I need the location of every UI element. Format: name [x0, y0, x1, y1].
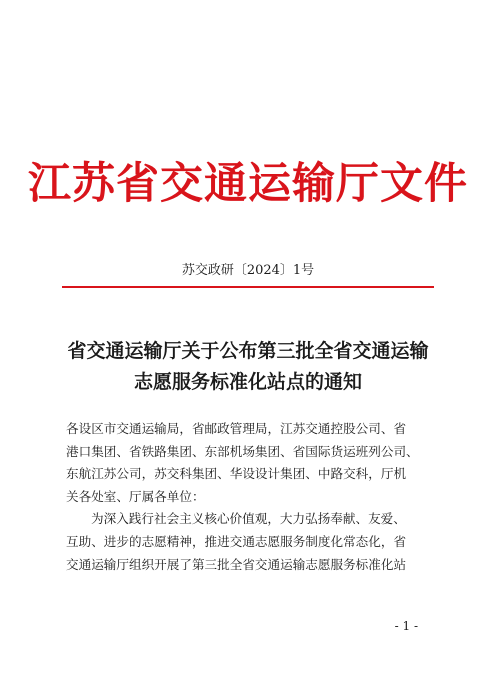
recipients-line: 各设区市交通运输局，省邮政管理局，江苏交通控股公司、省 [66, 421, 407, 436]
document-header-title: 江苏省交通运输厅文件 [28, 159, 468, 209]
document-number: 苏交政研〔2024〕1号 [181, 263, 315, 278]
recipients-line: 关各处室、厅属各单位： [66, 488, 205, 504]
document-subject [0, 336, 496, 398]
recipients-line: 东航江苏公司，苏交科集团、华设设计集团、中路交科，厅机 [66, 466, 407, 482]
body-line: 互助、进步的志愿精神，推进交通志愿服务制度化常态化，省 [66, 533, 407, 549]
red-divider-line [62, 286, 434, 288]
page-number: - 1 - [394, 619, 418, 633]
subject-line-2: 志愿服务标准化站点的通知 [133, 371, 362, 393]
recipients-line: 港口集团、省铁路集团、东部机场集团、省国际货运班列公司、 [66, 443, 419, 459]
subject-line-1: 省交通运输厅关于公布第三批全省交通运输 [67, 340, 429, 362]
body-line: 为深入践行社会主义核心价值观，大力弘扬奉献、友爱、 [91, 511, 406, 527]
body-line: 交通运输厅组织开展了第三批全省交通运输志愿服务标准化站 [66, 556, 407, 572]
document-body [66, 418, 432, 576]
